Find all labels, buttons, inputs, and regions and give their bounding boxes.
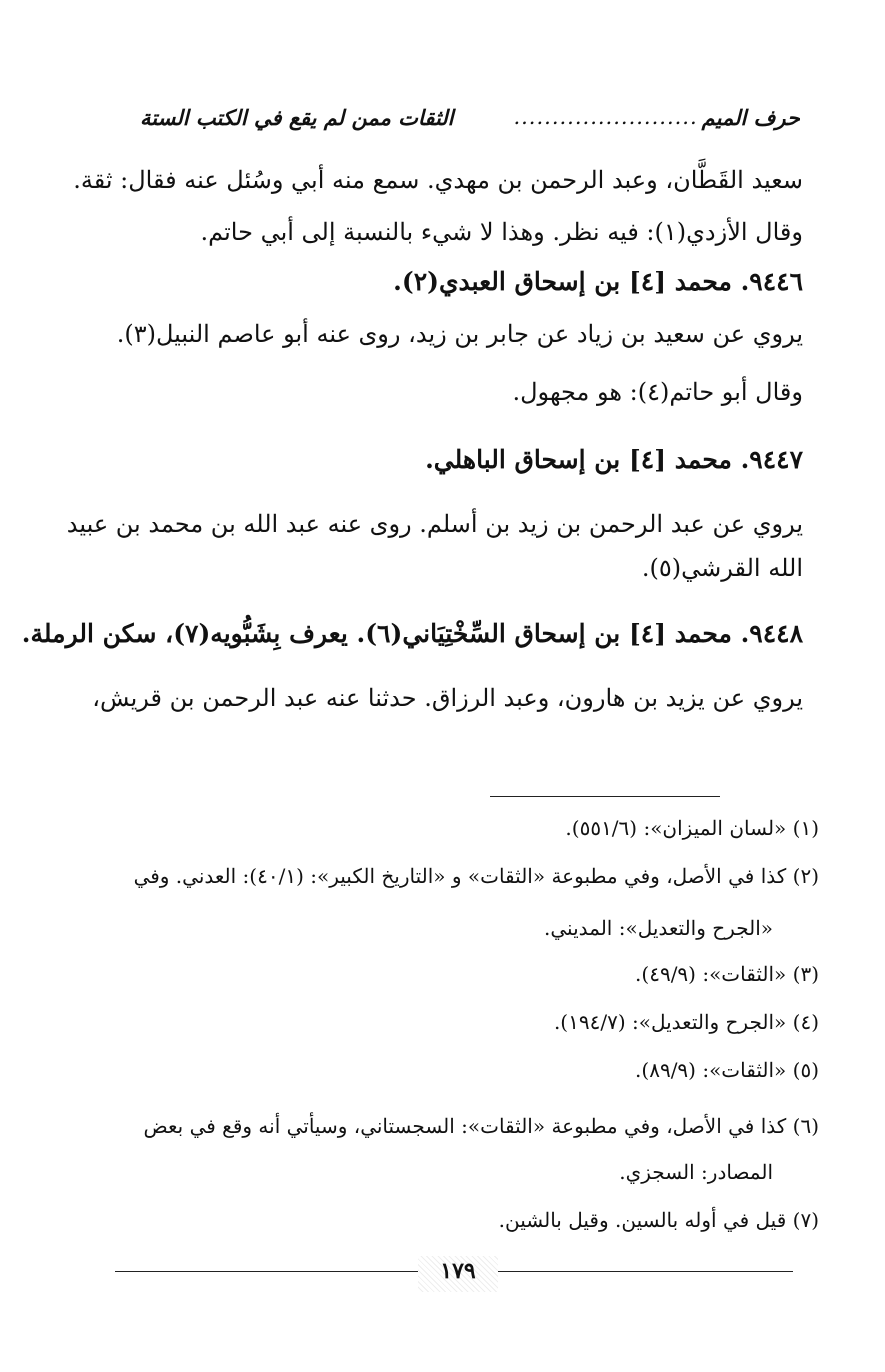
body-line: الله القرشي(٥). <box>641 554 803 582</box>
footnote: (٤) «الجرح والتعديل»: (١٩٤/٧). <box>553 1010 819 1034</box>
header-dots: ........................ <box>513 105 698 129</box>
footer-rule-right <box>498 1271 793 1272</box>
header-book-title: الثقات ممن لم يقع في الكتب الستة <box>140 104 454 130</box>
footnote-continuation: «الجرح والتعديل»: المديني. <box>544 916 773 940</box>
footnote-separator <box>490 796 720 797</box>
footnote: (٢) كذا في الأصل، وفي مطبوعة «الثقات» و «التاريخ الكبير»: (٤٠/١): العدني. وفي <box>133 864 819 888</box>
body-line: يروي عن عبد الرحمن بن زيد بن أسلم. روى عنه عبد الله بن محمد بن عبيد <box>66 510 803 538</box>
footnote: (٧) قيل في أوله بالسين. وقيل بالشين. <box>498 1208 819 1232</box>
body-line: يروي عن سعيد بن زياد عن جابر بن زيد، روى عنه أبو عاصم النبيل(٣). <box>116 320 803 348</box>
footnote-continuation: المصادر: السجزي. <box>619 1160 773 1184</box>
footnote: (٣) «الثقات»: (٤٩/٩). <box>635 962 819 986</box>
running-header <box>140 100 800 134</box>
entry-heading: ٩٤٤٧. محمد [٤] بن إسحاق الباهلي. <box>425 445 803 474</box>
body-line: وقال الأزدي(١): فيه نظر. وهذا لا شيء بالنسبة إلى أبي حاتم. <box>200 218 803 246</box>
footer-rule-left <box>115 1271 418 1272</box>
body-line: سعيد القَطَّان، وعبد الرحمن بن مهدي. سمع منه أبي وسُئل عنه فقال: ثقة. <box>73 166 803 194</box>
page-number: ١٧٩ <box>418 1256 498 1292</box>
body-line: وقال أبو حاتم(٤): هو مجهول. <box>512 378 803 406</box>
footnote: (٥) «الثقات»: (٨٩/٩). <box>635 1058 819 1082</box>
header-chapter: حرف الميم <box>701 104 800 130</box>
footnote: (٦) كذا في الأصل، وفي مطبوعة «الثقات»: السجستاني، وسيأتي أنه وقع في بعض <box>143 1114 819 1138</box>
entry-heading: ٩٤٤٦. محمد [٤] بن إسحاق العبدي(٢). <box>393 267 803 296</box>
body-line: يروي عن يزيد بن هارون، وعبد الرزاق. حدثنا عنه عبد الرحمن بن قريش، <box>92 684 803 712</box>
footnote: (١) «لسان الميزان»: (٥٥١/٦). <box>565 816 819 840</box>
entry-heading: ٩٤٤٨. محمد [٤] بن إسحاق السِّخْتِيَاني(٦). يعرف بِشَبُّويه(٧)، سكن الرملة. <box>21 619 803 648</box>
